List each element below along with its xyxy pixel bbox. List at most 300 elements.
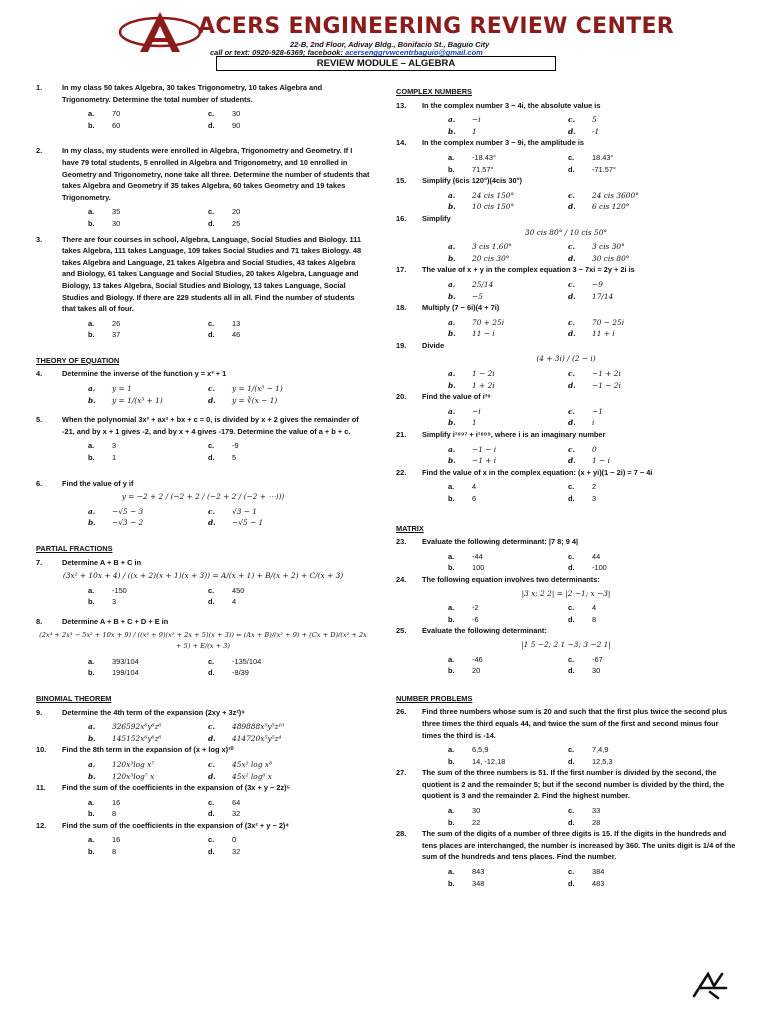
question-15: [396, 175, 736, 187]
question-18: [396, 302, 736, 314]
choice-label: a.: [88, 585, 95, 595]
choice-label: a.: [88, 318, 95, 328]
choice-value: 20: [232, 207, 241, 217]
question-text: Determine the 4th term of the expansion (2xy + 3z²)⁹: [62, 707, 245, 717]
choice-value: 0: [592, 444, 597, 454]
question-number: 20.: [396, 392, 407, 402]
choice-label: a.: [448, 654, 455, 664]
choice-label: d.: [208, 218, 215, 228]
choices-4: [36, 383, 370, 406]
choice-value: −1 − 2i: [592, 380, 621, 390]
choices-23: [396, 551, 736, 574]
choice-value: 30: [472, 806, 481, 816]
choice-label: b.: [448, 456, 456, 466]
choice-value: 483: [592, 878, 605, 888]
question-21: [396, 429, 736, 441]
section-binomial-theorem: BINOMIAL THEOREM: [36, 693, 112, 703]
question-12: [36, 820, 370, 832]
choice-value: 393/104: [112, 656, 139, 666]
contact-prefix: call or text: 0920-928-6369; facebook:: [210, 48, 343, 57]
question-number: 9.: [36, 707, 43, 717]
choice-value: 384: [592, 867, 605, 877]
question-13: [396, 100, 736, 112]
choice-value: -18.43°: [472, 152, 496, 162]
choice-value: 18.43°: [592, 152, 614, 162]
choice-label: a.: [448, 190, 456, 200]
choice-label: d.: [568, 291, 576, 301]
choice-label: c.: [208, 441, 215, 451]
choice-label: d.: [568, 666, 575, 676]
choice-value: −√5 − 1: [232, 518, 264, 528]
question-16: [396, 213, 736, 225]
question-25: [396, 625, 736, 637]
choice-label: a.: [448, 152, 455, 162]
choice-value: 3: [112, 597, 117, 607]
question-text: The following equation involves two determinants:: [422, 574, 600, 584]
choice-value: 2: [592, 482, 597, 492]
choice-value: 8: [592, 614, 597, 624]
question-number: 21.: [396, 430, 407, 440]
choice-label: b.: [88, 120, 95, 130]
choice-value: −1 + i: [472, 456, 497, 466]
question-14: [396, 137, 736, 149]
choice-value: 37: [112, 330, 121, 340]
choice-label: b.: [448, 291, 456, 301]
module-title: REVIEW MODULE – ALGEBRA: [216, 56, 556, 71]
choice-value: 32: [232, 809, 241, 819]
choice-value: 16: [112, 797, 121, 807]
choice-value: 1: [472, 418, 477, 428]
choice-value: 5: [232, 453, 237, 463]
choices-20: [396, 406, 736, 429]
choice-value: i: [592, 418, 595, 428]
question-text: Determine A + B + C + D + E in: [62, 616, 169, 626]
choice-label: a.: [88, 384, 96, 394]
choices-16: [396, 241, 736, 264]
question-22: [396, 467, 736, 479]
choices-15: [396, 190, 736, 213]
choice-value: 30 cis 80°: [592, 253, 630, 263]
choice-value: 46: [232, 330, 241, 340]
question-text: Find the value of y if: [62, 478, 134, 488]
choice-label: b.: [448, 878, 455, 888]
choice-label: a.: [88, 759, 96, 769]
question-text: Find the value of i³⁹: [422, 392, 491, 402]
question-23: [396, 536, 736, 548]
question-text: Simplify (6cis 120°)(4cis 30°): [422, 176, 522, 186]
choice-value: 1 − i: [592, 456, 610, 466]
choice-label: b.: [448, 164, 455, 174]
choice-value: −√5 − 3: [112, 506, 144, 516]
choice-value: 30: [112, 218, 121, 228]
question-text: Evaluate the following determinant:: [422, 626, 547, 636]
equation-24: |3 x; 2 2| = |2 −1; x −3|: [521, 588, 611, 598]
choices-19: [396, 368, 736, 391]
choices-7: [36, 585, 370, 608]
choices-14: [396, 152, 736, 175]
choice-label: b.: [448, 563, 455, 573]
choice-label: b.: [88, 453, 95, 463]
question-text: There are four courses in school, Algebra, Language, Social Studies and Biology. 111 takes Algebra, 111 takes Language, 109 takes Social Studies and 71 takes Biology. 48 takes Algebra and Language, 21 takes Algebra and Social Studies, 43 takes Algebra and Biology, 61 takes Language and Social Studies, 20 takes Algebra, Language and Biology, 13 takes Algebra, Social Studies and Biology, 13 takes Language, Social Studies and Biology. If there are 229 students all in all. Find the number of students that takes all of four.: [62, 234, 362, 314]
choice-label: d.: [568, 817, 575, 827]
choice-value: 145152x⁶y⁶z⁶: [112, 733, 162, 743]
section-number-problems: NUMBER PROBLEMS: [396, 693, 473, 703]
question-number: 28.: [396, 829, 407, 839]
choice-value: 16: [112, 835, 121, 845]
question-number: 17.: [396, 265, 407, 275]
choice-value: -9: [232, 441, 239, 451]
question-text: The value of x + y in the complex equation 3 − 7xi = 2y + 2i is: [422, 265, 635, 275]
question-number: 3.: [36, 234, 43, 244]
choice-label: b.: [448, 494, 455, 503]
equation-8: (2x⁴ + 2x³ − 5x² + 10x + 9) / ((x² + 9)(x² + 2x + 5)(x + 3)) = (Ax + B)/(x² + 9) + (Cx + D)/(x² + 2x + 5) + E/(x + 3): [39, 630, 367, 651]
choice-value: 1 + 2i: [472, 380, 495, 390]
choice-value: 17/14: [592, 291, 614, 301]
question-3: [36, 234, 370, 315]
choice-label: d.: [568, 253, 576, 263]
question-number: 7.: [36, 557, 43, 567]
choice-label: b.: [88, 395, 96, 405]
choice-label: c.: [208, 585, 215, 595]
choice-label: c.: [208, 109, 215, 119]
choice-value: 450: [232, 585, 245, 595]
choices-10: [36, 759, 370, 782]
question-number: 12.: [36, 820, 47, 830]
choices-5: [36, 440, 370, 463]
choices-1: [36, 108, 370, 131]
choices-22: [396, 481, 736, 504]
choice-value: 100: [472, 563, 485, 573]
left-column: [36, 82, 370, 858]
choice-label: c.: [568, 242, 576, 252]
choices-13: [396, 114, 736, 137]
question-5: [36, 414, 370, 437]
choice-value: -100: [592, 563, 607, 573]
choice-value: 33: [592, 806, 601, 816]
choice-label: a.: [448, 444, 456, 454]
question-number: 18.: [396, 303, 407, 313]
choice-label: a.: [88, 656, 95, 666]
choice-value: −9: [592, 279, 603, 289]
acers-logo-icon: [118, 8, 202, 54]
question-19: [396, 340, 736, 352]
choice-d: 90: [232, 120, 241, 130]
choice-value: 26: [112, 318, 121, 328]
choice-value: 489888x⁵y⁵z¹⁰: [232, 722, 285, 732]
choice-label: c.: [208, 797, 215, 807]
question-text: In my class 50 takes Algebra, 30 takes Trigonometry, 10 takes Algebra and Trigonometry. Determine the total number of students.: [62, 83, 323, 104]
choices-25: [396, 654, 736, 677]
choice-value: 32: [232, 847, 241, 857]
question-text: Find the sum of the coefficients in the expansion of (3x + y − 2z)⁵: [62, 783, 291, 793]
question-text: The sum of the digits of a number of three digits is 15. If the digits in the hundreds and tens places are interchanged, the number is increased by 360. The units digit is 1/4 of the sum of the hundreds and tens places. Find the number.: [422, 829, 736, 862]
choice-value: 10 cis 150°: [472, 202, 515, 212]
choice-label: c.: [568, 190, 576, 200]
choice-label: c.: [568, 654, 575, 664]
choice-value: 0: [232, 835, 237, 845]
choice-value: 348: [472, 878, 485, 888]
choice-label: d.: [568, 456, 576, 466]
choice-value: 71.57°: [472, 164, 494, 174]
question-number: 27.: [396, 768, 407, 778]
question-text: Simplify: [422, 213, 451, 223]
choice-label: c.: [568, 369, 576, 379]
choice-value: -135/104: [232, 656, 262, 666]
choice-label: b.: [448, 756, 455, 766]
choice-value: 25: [232, 218, 241, 228]
choice-value: 20 cis 30°: [472, 253, 510, 263]
choice-value: y = 1/(x³ + 1): [112, 395, 163, 405]
choice-label: a.: [448, 115, 456, 125]
choice-label: d.: [208, 733, 216, 743]
question-number: 8.: [36, 616, 43, 626]
choice-label: d.: [208, 809, 215, 819]
choice-label: d.: [208, 330, 215, 340]
question-text: In my class, my students were enrolled in Algebra, Trigonometry and Geometry. If I have 79 total students, 5 enrolled in Algebra and Trigonometry, and 10 enrolled in Geometry and Trigonometry, none take all three. Determine the number of students that takes Algebra and Geometry if 35 takes Algebra, 60 takes Geometry and 19 takes Trigonometry.: [62, 146, 370, 202]
choices-6: [36, 506, 370, 529]
choice-label: a.: [88, 441, 95, 451]
question-8: [36, 616, 370, 628]
question-number: 2.: [36, 146, 43, 156]
choice-label: c.: [208, 506, 216, 516]
choice-value: 25/14: [472, 279, 494, 289]
brand-title: ACERS ENGINEERING REVIEW CENTER: [198, 14, 675, 39]
question-text: Evaluate the following determinant: |7 8; 9 4|: [422, 537, 579, 547]
choice-label: c.: [208, 207, 215, 217]
right-column: [396, 86, 736, 889]
question-number: 5.: [36, 415, 43, 425]
choice-value: 24 cis 3600°: [592, 190, 639, 200]
question-text: Multiply (7 − 6i)(4 + 7i): [422, 303, 500, 313]
choice-value: -46: [472, 654, 483, 664]
choices-21: [396, 444, 736, 467]
choice-label: d.: [568, 756, 575, 766]
choice-label: c.: [568, 603, 575, 613]
choice-label: c.: [568, 745, 575, 755]
choice-label: b.: [448, 418, 456, 428]
choice-label: b.: [448, 329, 456, 339]
choice-label: b.: [88, 733, 96, 743]
choice-value: 12,5,3: [592, 756, 613, 766]
question-number: 4.: [36, 369, 43, 379]
choice-label: a.: [88, 207, 95, 217]
choice-value: 414720x⁵y⁵z⁴: [232, 733, 282, 743]
choices-27: [396, 805, 736, 828]
choice-label: d.: [568, 878, 575, 888]
question-number: 13.: [396, 100, 407, 110]
contact-email-link[interactable]: acersenggrvwcentrbaguio@gmail.com: [345, 48, 483, 57]
choice-label: a.: [88, 797, 95, 807]
choice-label: a.: [448, 806, 455, 816]
choice-value: 44: [592, 551, 601, 561]
choice-value: 64: [232, 797, 241, 807]
question-number: 22.: [396, 467, 407, 477]
choice-label: a.: [448, 406, 456, 416]
question-number: 10.: [36, 745, 47, 755]
choice-value: √3 − 1: [232, 506, 258, 516]
choice-label: d.: [568, 563, 575, 573]
question-text: In the complex number 3 − 9i, the amplitude is: [422, 138, 585, 148]
question-number: 11.: [36, 783, 46, 793]
choice-b: 60: [112, 120, 121, 130]
choice-label: b.: [88, 847, 95, 857]
choice-label: c.: [208, 835, 215, 845]
choice-value: 1: [472, 126, 477, 136]
choice-value: 8: [112, 809, 117, 819]
choice-value: 70 + 25i: [472, 317, 505, 327]
question-text: The sum of the three numbers is 51. If the first number is divided by the second, the quotient is 2 and the remainder 5; but if the second number is divided by the third, the quotient is 3 and the remainder 2. Find the highest number.: [422, 768, 725, 801]
choices-28: [396, 866, 736, 889]
choice-label: a.: [448, 551, 455, 561]
choice-label: c.: [208, 384, 216, 394]
question-17: [396, 264, 736, 276]
question-1: [36, 82, 370, 105]
question-number: 24.: [396, 574, 407, 584]
choice-label: d.: [568, 329, 576, 339]
choice-value: 5: [592, 115, 597, 125]
choice-label: b.: [88, 218, 95, 228]
choice-label: a.: [88, 506, 96, 516]
section-matrix: MATRIX: [396, 523, 424, 533]
choice-label: b.: [448, 380, 456, 390]
choices-26: [396, 744, 736, 767]
choice-value: 1 − 2i: [472, 369, 495, 379]
question-number: 25.: [396, 626, 407, 636]
choice-label: b.: [448, 202, 456, 212]
choice-label: c.: [568, 806, 575, 816]
choices-3: [36, 318, 370, 341]
choices-9: [36, 721, 370, 744]
choice-label: c.: [208, 656, 215, 666]
choice-label: b.: [88, 330, 95, 340]
choice-label: d.: [208, 518, 216, 528]
page-header: [0, 0, 768, 69]
choice-label: a.: [448, 867, 455, 877]
choice-label: d.: [568, 380, 576, 390]
question-26: [396, 706, 736, 741]
equation-7: (3x² + 10x + 4) / ((x + 2)(x + 1)(x + 3)) = A/(x + 1) + B/(x + 2) + C/(x + 3): [62, 571, 344, 581]
question-text: Find the value of x in the complex equation: (x + yi)(1 − 2i) = 7 − 4i: [422, 467, 653, 477]
choices-24: [396, 602, 736, 625]
choice-value: 30: [592, 666, 601, 676]
choice-value: 6 cis 120°: [592, 202, 630, 212]
choices-11: [36, 797, 370, 820]
question-2: [36, 145, 370, 203]
choice-value: -6: [472, 614, 479, 624]
choice-label: a.: [448, 279, 456, 289]
choice-label: b.: [448, 817, 455, 827]
choice-value: 6,5,9: [472, 745, 489, 755]
choice-value: −5: [472, 291, 483, 301]
equation-6: y = −2 + 2 / (−2 + 2 / (−2 + 2 / (−2 + ⋯))): [121, 492, 285, 502]
question-number: 19.: [396, 340, 407, 350]
choice-value: -8/39: [232, 668, 249, 678]
choice-value: 11 + i: [592, 329, 615, 339]
choice-label: b.: [88, 771, 96, 781]
choice-value: 20: [472, 666, 481, 676]
question-number: 26.: [396, 707, 407, 717]
question-text: In the complex number 3 − 4i, the absolute value is: [422, 100, 601, 110]
equation-25: |1 5 −2; 2 1 −3; 3 −2 1|: [521, 639, 611, 649]
question-number: 1.: [36, 83, 43, 92]
choice-value: y = 1/(x³ − 1): [232, 384, 283, 394]
choice-value: 24 cis 150°: [472, 190, 515, 200]
choice-value: 120x³log⁷ x: [112, 771, 155, 781]
choice-value: -2: [472, 603, 479, 613]
choices-12: [36, 834, 370, 857]
question-number: 6.: [36, 478, 43, 488]
choice-label: c.: [568, 152, 575, 162]
choice-label: a.: [88, 109, 95, 119]
question-text: Determine the inverse of the function y = x³ + 1: [62, 369, 227, 379]
choices-2: [36, 206, 370, 229]
choice-label: d.: [568, 202, 576, 212]
choice-value: 8: [112, 847, 117, 857]
choice-label: a.: [88, 722, 96, 732]
question-28: [396, 828, 736, 863]
choice-value: 3 cis 1.60°: [472, 242, 512, 252]
question-6: [36, 478, 370, 490]
choice-label: a.: [448, 242, 456, 252]
choice-value: 3: [592, 494, 597, 503]
choice-label: c.: [568, 482, 575, 492]
choice-value: 3: [112, 441, 117, 451]
question-27: [396, 767, 736, 802]
choice-label: a.: [448, 369, 456, 379]
question-9: [36, 707, 370, 719]
choice-value: 7,4,9: [592, 745, 609, 755]
choice-label: a.: [448, 317, 456, 327]
choice-value: 11 − i: [472, 329, 495, 339]
choice-label: d.: [568, 494, 575, 503]
choice-value: y = ∛(x − 1): [232, 395, 278, 405]
choice-label: d.: [568, 126, 576, 136]
section-theory-of-equation: THEORY OF EQUATION: [36, 355, 120, 365]
question-text: Divide: [422, 340, 445, 350]
choice-value: 199/104: [112, 668, 139, 678]
choice-label: c.: [568, 115, 576, 125]
choice-label: b.: [448, 666, 455, 676]
choice-label: b.: [448, 126, 456, 136]
choice-label: c.: [568, 867, 575, 877]
choice-label: d.: [208, 771, 216, 781]
choice-value: 28: [592, 817, 601, 827]
choice-label: a.: [448, 482, 455, 492]
choice-a: 70: [112, 109, 121, 119]
choice-value: 120x³log x⁷: [112, 759, 155, 769]
choice-value: −√3 − 2: [112, 518, 144, 528]
question-text: Find the sum of the coefficients in the expansion of (3x² + y − 2)⁴: [62, 820, 290, 830]
choice-value: −1: [592, 406, 603, 416]
question-text: Find the 8th term in the expansion of (x + log x)¹⁰: [62, 745, 234, 755]
choice-label: d.: [568, 418, 576, 428]
choices-17: [396, 279, 736, 302]
question-number: 14.: [396, 138, 407, 148]
question-7: [36, 557, 370, 569]
section-partial-fractions: PARTIAL FRACTIONS: [36, 544, 113, 553]
question-number: 15.: [396, 176, 407, 186]
choice-label: d.: [208, 120, 215, 130]
choice-label: b.: [448, 253, 456, 263]
choice-value: -71.57°: [592, 164, 616, 174]
choice-label: d.: [568, 164, 575, 174]
choice-label: d.: [208, 597, 215, 607]
choices-8: [36, 656, 370, 679]
choice-value: 22: [472, 817, 481, 827]
choice-value: −1 + 2i: [592, 369, 621, 379]
choice-value: 4: [592, 603, 597, 613]
choice-label: b.: [448, 614, 455, 624]
